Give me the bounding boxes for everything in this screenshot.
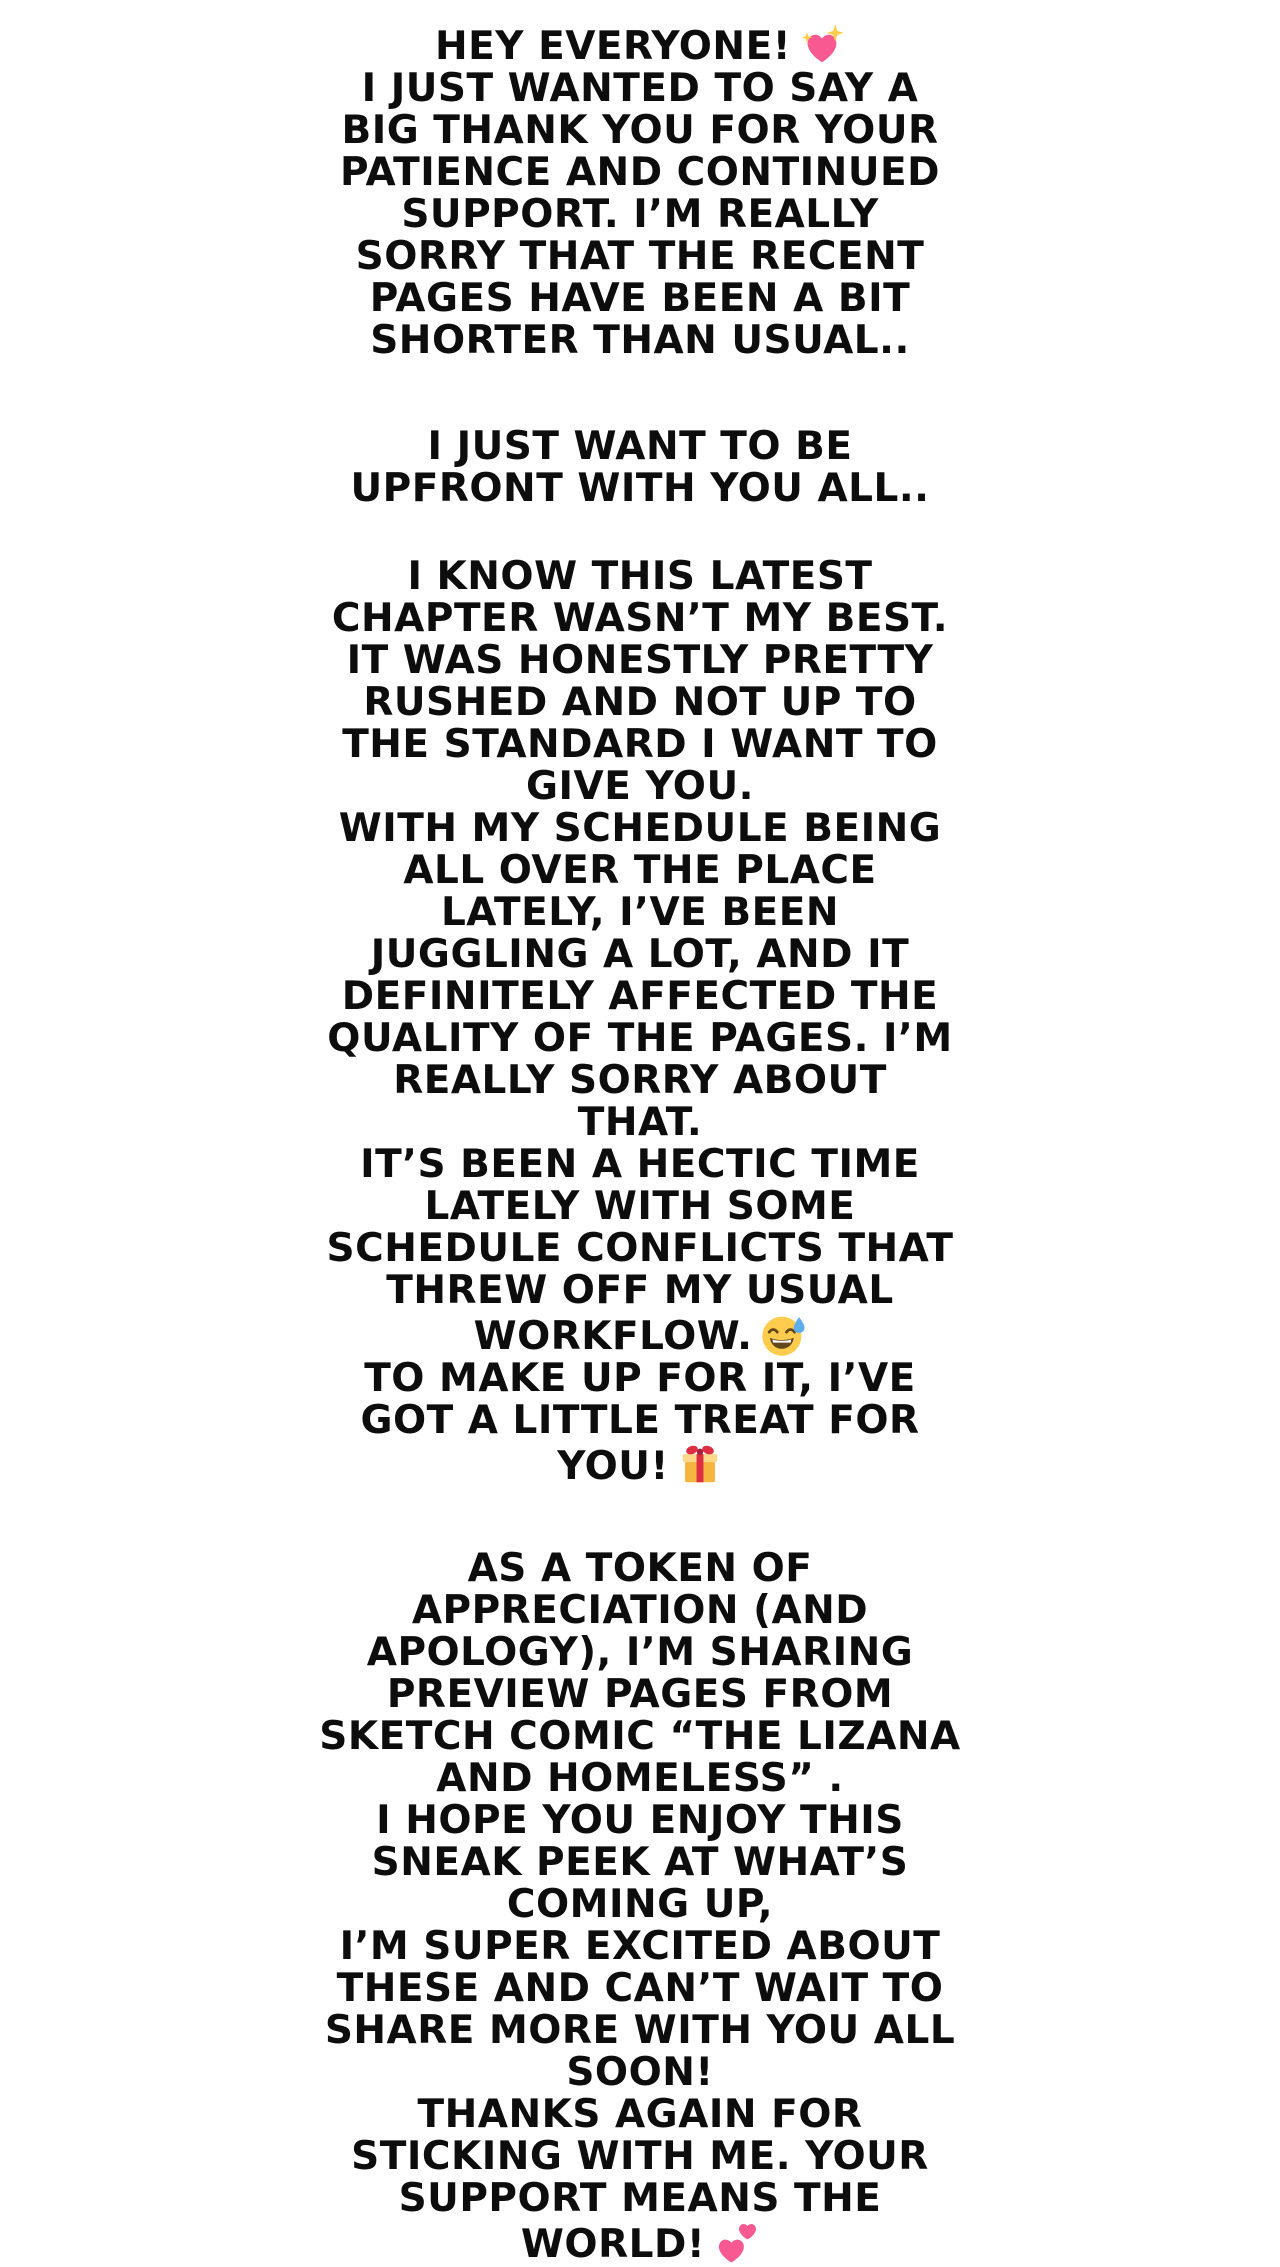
note-line — [180, 1400, 1100, 1442]
note-line — [180, 426, 1100, 468]
note-line — [180, 1358, 1100, 1400]
note-line — [180, 1312, 1100, 1358]
note-line-text: SUPPORT MEANS THE — [398, 2176, 882, 2221]
note-line — [180, 1442, 1100, 1488]
note-line — [180, 598, 1100, 640]
note-line-text: DEFINITELY AFFECTED THE — [341, 974, 939, 1019]
note-line-text: QUALITY OF THE PAGES. I’M — [327, 1016, 953, 1061]
note-line — [180, 1926, 1100, 1968]
note-line — [180, 724, 1100, 766]
note-line-text: I JUST WANTED TO SAY A — [361, 66, 919, 111]
note-line-text: PREVIEW PAGES FROM — [386, 1672, 894, 1717]
note-line-text: LATELY WITH SOME — [424, 1184, 856, 1229]
note-line — [180, 1884, 1100, 1926]
note-line — [180, 808, 1100, 850]
note-line — [180, 320, 1100, 362]
note-line-text: SUPPORT. I’M REALLY — [401, 192, 879, 237]
note-line — [180, 2136, 1100, 2178]
note-line-text: SOON! — [566, 2050, 714, 2095]
note-line — [180, 640, 1100, 682]
note-line-text: AS A TOKEN OF — [467, 1546, 813, 1591]
note-line-text: THAT. — [577, 1100, 703, 1145]
note-line — [180, 1968, 1100, 2010]
author-note — [180, 0, 1100, 2266]
note-line-text: SKETCH COMIC “THE LIZANA — [319, 1714, 961, 1759]
note-line-text: BIG THANK YOU FOR YOUR — [341, 108, 939, 153]
note-line-text: SNEAK PEEK AT WHAT’S — [371, 1840, 909, 1885]
note-line — [180, 976, 1100, 1018]
note-line-text: APPRECIATION (AND — [411, 1588, 869, 1633]
note-line-text: I JUST WANT TO BE — [427, 424, 853, 469]
two-hearts-icon — [713, 2220, 759, 2266]
note-paragraph-3 — [180, 556, 1100, 1488]
note-line — [180, 1590, 1100, 1632]
note-line — [180, 2052, 1100, 2094]
note-line — [180, 1758, 1100, 1800]
note-line-text: THESE AND CAN’T WAIT TO — [336, 1966, 944, 2011]
note-line-text: THE STANDARD I WANT TO — [342, 722, 938, 767]
note-line-text: SHARE MORE WITH YOU ALL — [324, 2008, 956, 2053]
note-line-text: APOLOGY), I’M SHARING — [366, 1630, 914, 1675]
note-line-text: SORRY THAT THE RECENT — [355, 234, 925, 279]
note-line — [180, 1800, 1100, 1842]
note-line — [180, 2010, 1100, 2052]
note-line-text: I KNOW THIS LATEST — [407, 554, 873, 599]
note-line — [180, 892, 1100, 934]
note-line-text: YOU! — [557, 1444, 669, 1489]
note-line — [180, 850, 1100, 892]
sparkling-heart-icon — [799, 22, 845, 68]
note-line — [180, 2178, 1100, 2220]
note-line — [180, 278, 1100, 320]
note-line — [180, 556, 1100, 598]
note-line-text: THANKS AGAIN FOR — [417, 2092, 863, 2137]
note-line — [180, 1716, 1100, 1758]
note-line — [180, 110, 1100, 152]
note-line — [180, 1102, 1100, 1144]
note-line-text: RUSHED AND NOT UP TO — [363, 680, 917, 725]
note-line — [180, 1186, 1100, 1228]
note-line — [180, 194, 1100, 236]
note-line-text: WORKFLOW. — [473, 1314, 753, 1359]
note-line-text: COMING UP, — [506, 1882, 774, 1927]
note-line — [180, 766, 1100, 808]
grinning-sweat-icon — [760, 1312, 806, 1358]
note-line — [180, 2094, 1100, 2136]
note-line-text: I HOPE YOU ENJOY THIS — [376, 1798, 904, 1843]
note-line — [180, 1228, 1100, 1270]
note-line-text: GIVE YOU. — [526, 764, 754, 809]
note-line-text: IT WAS HONESTLY PRETTY — [346, 638, 934, 683]
note-line — [180, 468, 1100, 510]
note-line — [180, 1632, 1100, 1674]
note-line-text: CHAPTER WASN’T MY BEST. — [331, 596, 949, 641]
note-line-text: PATIENCE AND CONTINUED — [339, 150, 941, 195]
note-line — [180, 152, 1100, 194]
note-line-text: I’M SUPER EXCITED ABOUT — [339, 1924, 941, 1969]
note-line-text: PAGES HAVE BEEN A BIT — [369, 276, 911, 321]
note-line — [180, 68, 1100, 110]
note-line — [180, 236, 1100, 278]
note-line-text: WITH MY SCHEDULE BEING — [338, 806, 942, 851]
note-paragraph-2 — [180, 426, 1100, 510]
note-line-text: HEY EVERYONE! — [434, 24, 792, 69]
note-line-text: TO MAKE UP FOR IT, I’VE — [364, 1356, 916, 1401]
note-line — [180, 1842, 1100, 1884]
note-line — [180, 2220, 1100, 2266]
note-line-text: SHORTER THAN USUAL.. — [370, 318, 910, 363]
note-line — [180, 1060, 1100, 1102]
note-paragraph-1 — [180, 22, 1100, 362]
note-line-text: GOT A LITTLE TREAT FOR — [360, 1398, 920, 1443]
note-line — [180, 22, 1100, 68]
note-line-text: AND HOMELESS” . — [436, 1756, 844, 1801]
note-line — [180, 1270, 1100, 1312]
note-paragraph-4 — [180, 1548, 1100, 2266]
note-line — [180, 1548, 1100, 1590]
note-line-text: IT’S BEEN A HECTIC TIME — [360, 1142, 920, 1187]
note-line-text: REALLY SORRY ABOUT — [393, 1058, 887, 1103]
note-line — [180, 1018, 1100, 1060]
note-line — [180, 682, 1100, 724]
note-line-text: ALL OVER THE PLACE — [403, 848, 877, 893]
note-line — [180, 1674, 1100, 1716]
note-line-text: JUGGLING A LOT, AND IT — [370, 932, 910, 977]
note-line-text: SCHEDULE CONFLICTS THAT — [326, 1226, 954, 1271]
note-line-text: WORLD! — [520, 2222, 706, 2267]
note-line-text: STICKING WITH ME. YOUR — [351, 2134, 929, 2179]
note-line — [180, 934, 1100, 976]
note-line-text: THREW OFF MY USUAL — [386, 1268, 894, 1313]
gift-icon — [677, 1442, 723, 1488]
note-line — [180, 1144, 1100, 1186]
note-line-text: UPFRONT WITH YOU ALL.. — [350, 466, 930, 511]
note-line-text: LATELY, I’VE BEEN — [440, 890, 840, 935]
